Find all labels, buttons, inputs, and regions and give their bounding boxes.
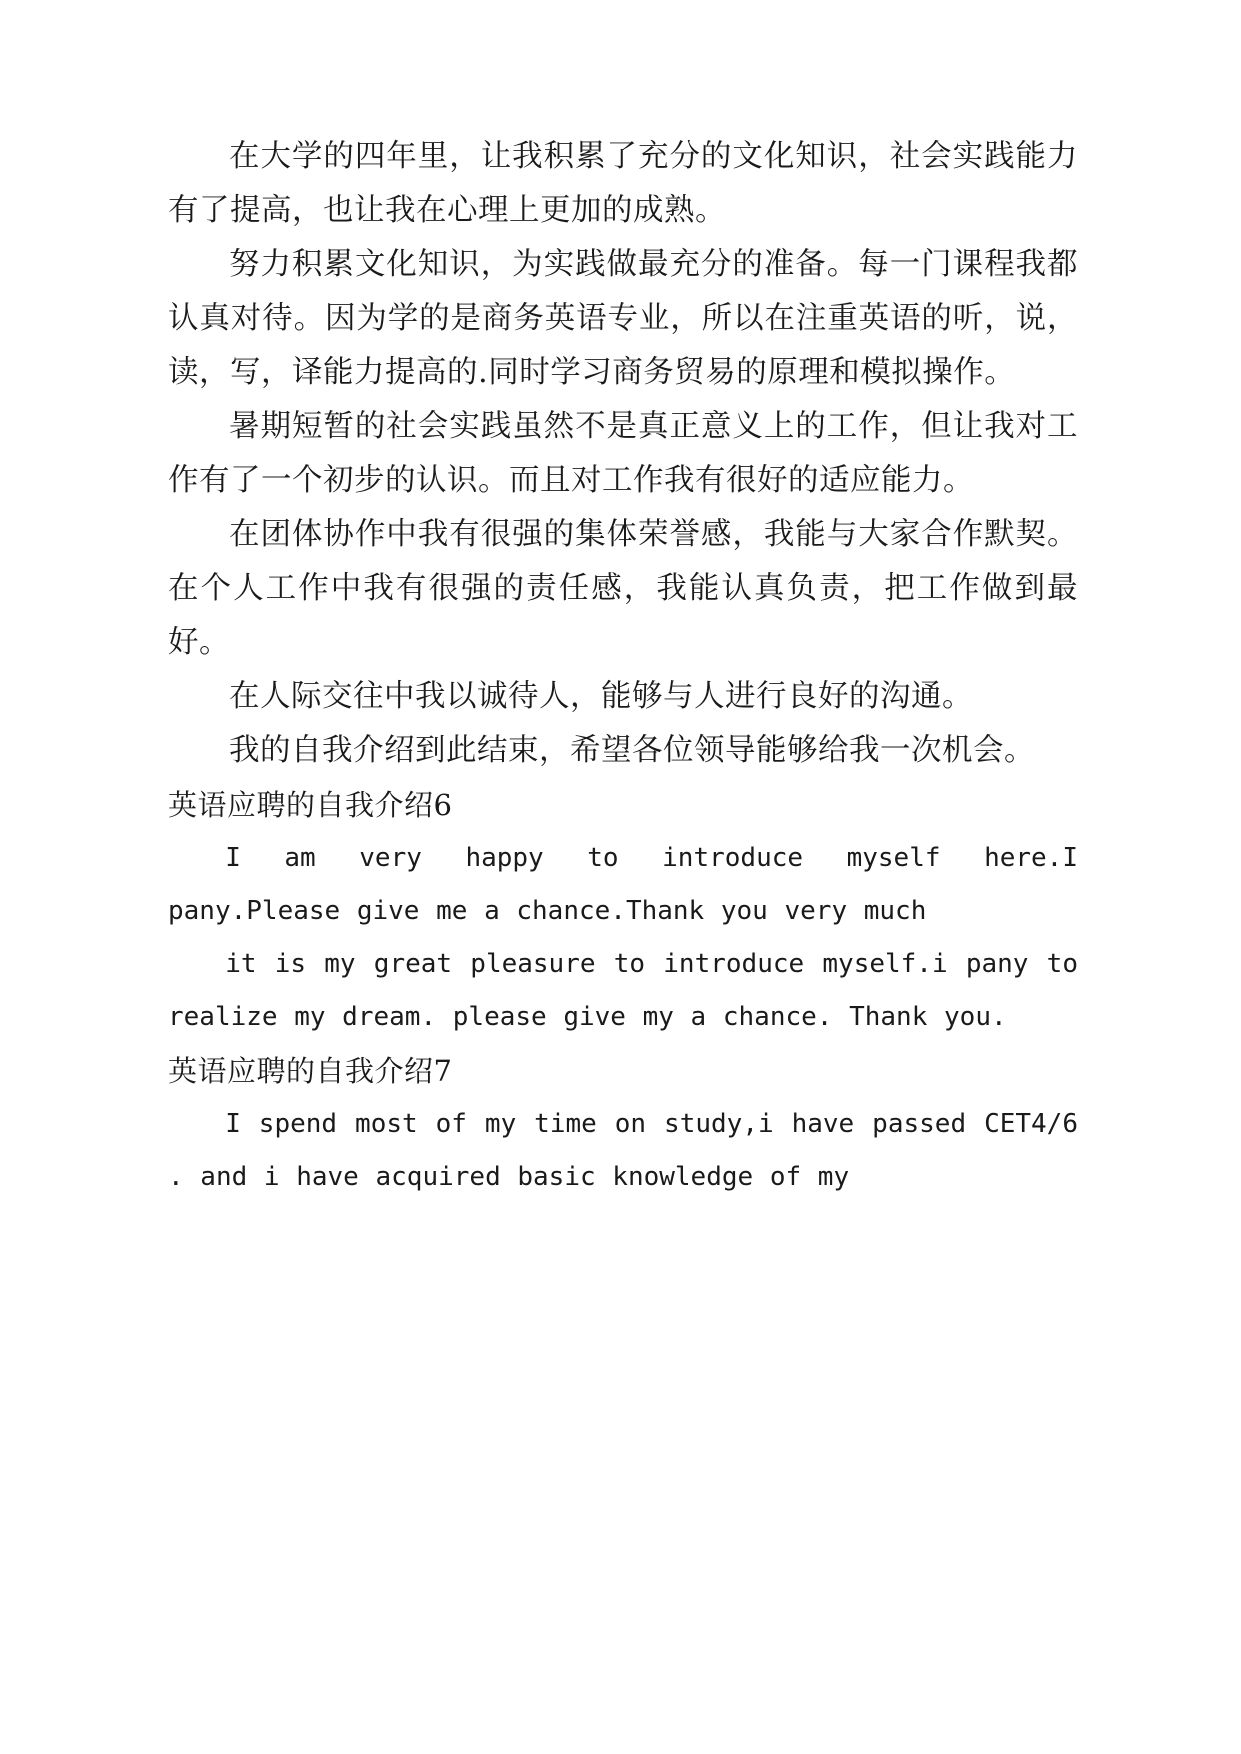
paragraph: 在人际交往中我以诚待人，能够与人进行良好的沟通。 xyxy=(229,679,973,714)
section-heading: 英语应聘的自我介绍6 xyxy=(168,788,453,822)
paragraph: 在大学的四年里，让我积累了充分的文化知识，社会实践能力有了提高，也让我在心理上更加的成熟。 xyxy=(168,139,1078,228)
paragraph: 我的自我介绍到此结束，希望各位领导能够给我一次机会。 xyxy=(229,733,1035,768)
paragraph: I spend most of my time on study,i have passed CET4/6 . and i have acquired basic knowledge of my xyxy=(168,1109,1078,1192)
paragraph: 努力积累文化知识，为实践做最充分的准备。每一门课程我都认真对待。因为学的是商务英语专业，所以在注重英语的听，说，读，写，译能力提高的.同时学习商务贸易的原理和模拟操作。 xyxy=(168,247,1078,390)
section-heading: 英语应聘的自我介绍7 xyxy=(168,1054,453,1088)
paragraph: I am very happy to introduce myself here.I pany.Please give me a chance.Thank you very much xyxy=(168,843,1078,926)
paragraph: it is my great pleasure to introduce myself.i pany to realize my dream. please give my a chance. Thank you. xyxy=(168,949,1078,1032)
document-body xyxy=(168,130,1078,1204)
paragraph: 在团体协作中我有很强的集体荣誉感，我能与大家合作默契。在个人工作中我有很强的责任感，我能认真负责，把工作做到最好。 xyxy=(168,517,1078,660)
paragraph: 暑期短暂的社会实践虽然不是真正意义上的工作，但让我对工作有了一个初步的认识。而且对工作我有很好的适应能力。 xyxy=(168,409,1078,498)
